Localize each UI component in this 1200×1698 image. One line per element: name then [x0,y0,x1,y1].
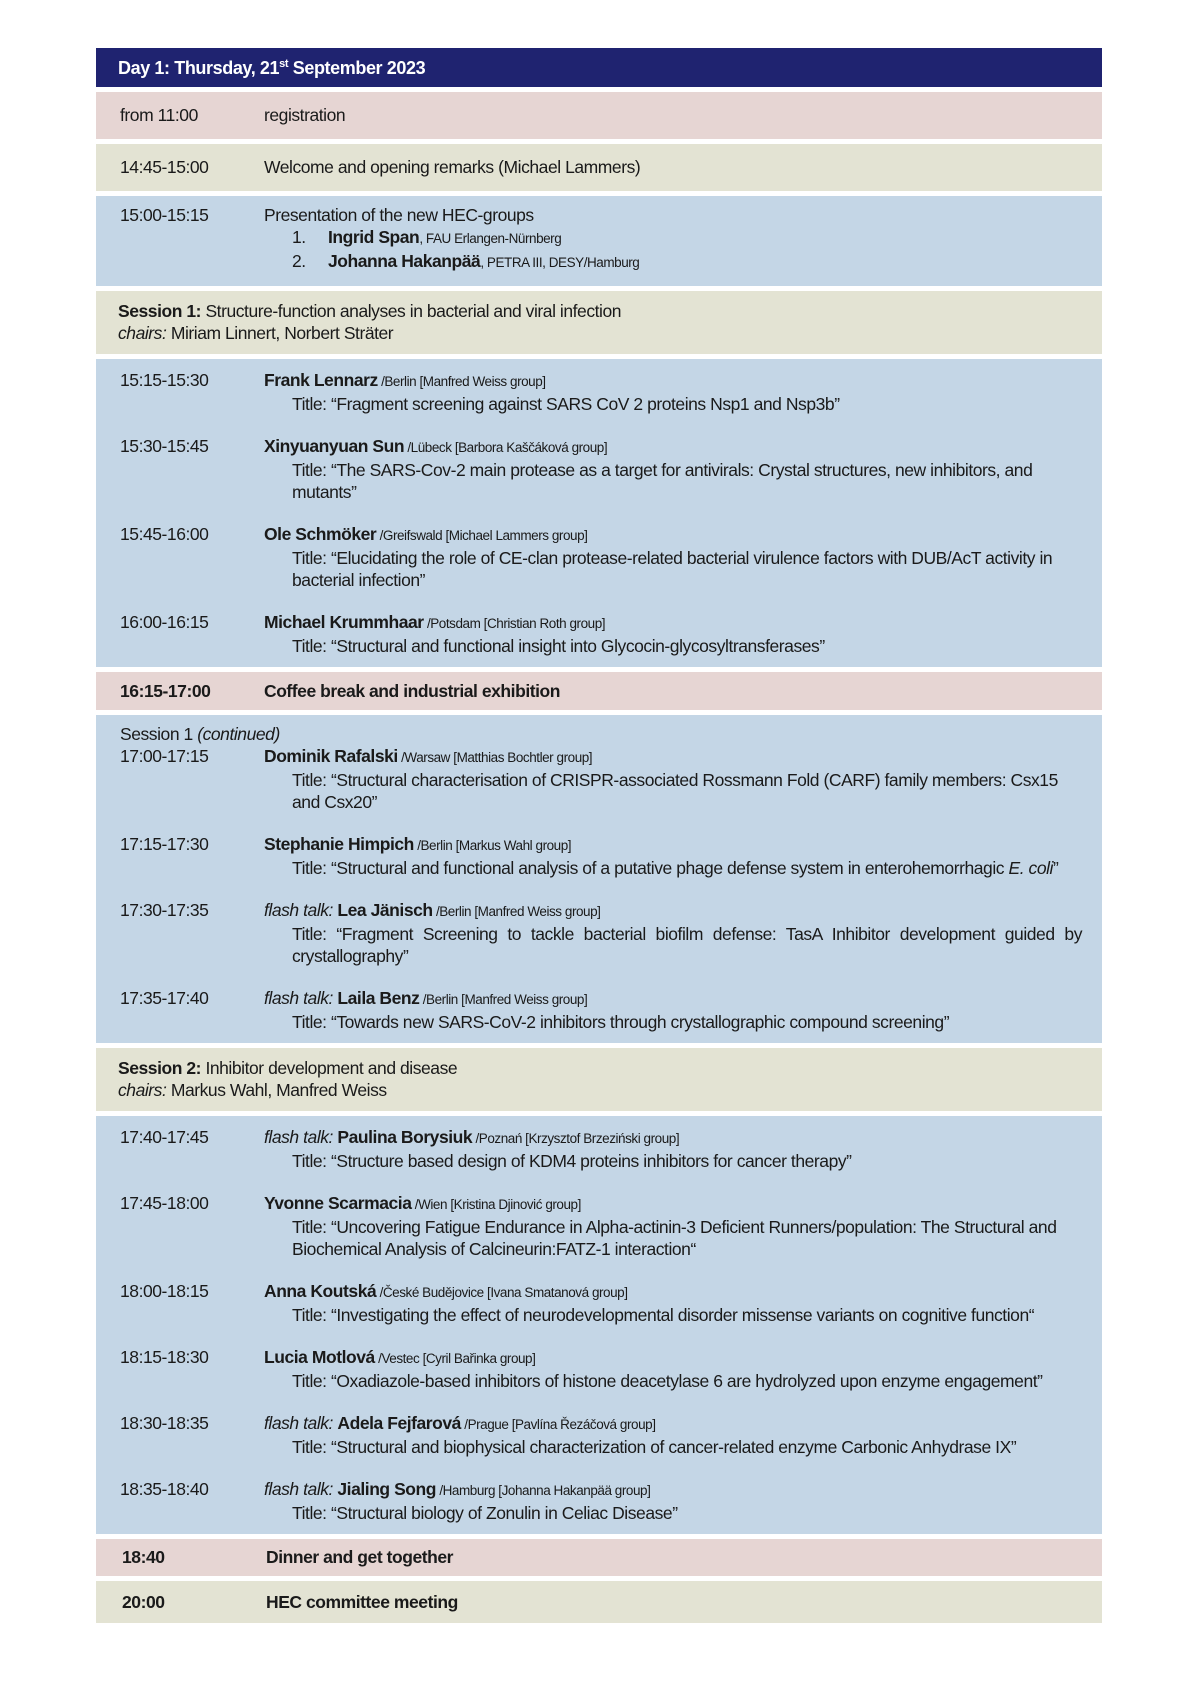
talk-time: 16:00-16:15 [120,612,209,632]
session-1-header [96,291,1102,354]
flash-talk-label: flash talk: [264,1413,338,1433]
talk-speaker: Adela Fejfarová [337,1413,461,1433]
hec-item: 2. Johanna Hakanpää, PETRA III, DESY/Hamburg [292,251,640,271]
talk-speaker: Ole Schmöker [264,524,377,544]
session-2-chairs-label: chairs: [118,1080,167,1100]
talk-title: Title: “Investigating the effect of neurodevelopmental disorder missense variants on cognitive function“ [292,1305,1035,1325]
talk-affiliation: /Berlin [Markus Wahl group] [413,838,572,853]
talk-affiliation: /Warsaw [Matthias Bochtler group] [397,750,593,765]
hec-item: 1. Ingrid Span, FAU Erlangen-Nürnberg [292,227,562,247]
talk [120,1126,1082,1172]
talk-title: Title: “Structural characterisation of CRISPR-associated Rossmann Fold (CARF) family members: Csx15 and Csx20” [292,770,1058,812]
talk-affiliation: /Vestec [Cyril Bařinka group] [374,1351,536,1366]
talk [120,435,1082,503]
talk [120,1412,1082,1458]
talk-time: 15:45-16:00 [120,524,209,544]
talk-time: 18:30-18:35 [120,1413,209,1433]
day-header-date: Day 1: Thursday, 21 [118,58,280,78]
talk-affiliation: /Wien [Kristina Djinović group] [411,1197,581,1212]
talk-time: 15:15-15:30 [120,370,209,390]
talk-affiliation: /Potsdam [Christian Roth group] [423,616,606,631]
committee-text: HEC committee meeting [266,1591,458,1612]
talk-time: 17:45-18:00 [120,1193,209,1213]
talk-time: 17:00-17:15 [120,746,209,766]
dinner-time: 18:40 [122,1547,165,1567]
coffee-time: 16:15-17:00 [120,680,211,701]
talk-title: Title: “Structure based design of KDM4 proteins inhibitors for cancer therapy” [292,1151,852,1171]
session-1-chairs-label: chairs: [118,323,167,343]
talk-time: 15:30-15:45 [120,436,209,456]
talk [120,833,1082,879]
flash-talk-label: flash talk: [264,988,338,1008]
talk-speaker: Lea Jänisch [337,900,433,920]
talk-speaker: Anna Koutská [264,1281,377,1301]
welcome-row [96,144,1102,191]
talk-speaker: Paulina Borysiuk [337,1127,473,1147]
talk-title: Title: “Structural biology of Zonulin in Celiac Disease” [292,1503,678,1523]
session-1-continued [96,715,1102,1043]
hec-groups-row [96,196,1102,286]
talk-speaker: Dominik Rafalski [264,746,398,766]
session-1-talks [96,359,1102,667]
session-1-chairs: Miriam Linnert, Norbert Sträter [166,323,394,343]
talk-affiliation: /Hamburg [Johanna Hakanpää group] [436,1483,651,1498]
talk-speaker: Yvonne Scarmacia [264,1193,412,1213]
welcome-time: 14:45-15:00 [120,157,209,177]
talk [120,987,1082,1033]
welcome-text: Welcome and opening remarks (Michael Lammers) [264,157,641,177]
talk-title: Title: “Elucidating the role of CE-clan protease-related bacterial virulence factors with DUB/AcT activity in bacterial infection” [292,548,1053,590]
talk-affiliation: /Berlin [Manfred Weiss group] [432,904,601,919]
talk [120,1478,1082,1524]
day-header [96,48,1102,87]
day-header-sup: st [279,58,289,70]
talk-affiliation: /Prague [Pavlína Řezáčová group] [460,1417,656,1432]
talk-speaker: Lucia Motlová [264,1347,375,1367]
talk-time: 17:40-17:45 [120,1127,209,1147]
session-2-topic: Inhibitor development and disease [201,1058,458,1078]
talk [120,611,1082,657]
talk-title: Title: “Uncovering Fatigue Endurance in Alpha-actinin-3 Deficient Runners/population: The Structural and Biochemical Analysis of Calcineurin:FATZ-1 interaction“ [292,1217,1057,1259]
talk [120,1346,1082,1392]
talk-time: 18:35-18:40 [120,1479,209,1499]
session-2-label: Session 2: [118,1058,202,1078]
talk-speaker: Stephanie Himpich [264,834,414,854]
talk-time: 17:35-17:40 [120,988,209,1008]
hec-item-aff: , PETRA III, DESY/Hamburg [480,255,640,270]
talk-affiliation: /České Budějovice [Ivana Smatanová group] [376,1285,628,1300]
talk-time: 18:00-18:15 [120,1281,209,1301]
dinner-row [96,1539,1102,1576]
talk [120,745,1082,813]
talk-affiliation: /Greifswald [Michael Lammers group] [376,528,588,543]
registration-time: from 11:00 [120,105,198,125]
session-2-chairs: Markus Wahl, Manfred Weiss [166,1080,387,1100]
talk-speaker: Jialing Song [337,1479,437,1499]
talk-time: 17:30-17:35 [120,900,209,920]
talk-affiliation: /Berlin [Manfred Weiss group] [377,374,546,389]
day-header-month: September 2023 [288,58,426,78]
talk-speaker: Frank Lennarz [264,370,378,390]
talk-title: Title: “Structural and functional analysis of a putative phage defense system in enterohemorrhagic E. coli” [292,858,1059,878]
talk [120,899,1082,967]
talk-time: 17:15-17:30 [120,834,209,854]
talk-speaker: Xinyuanyuan Sun [264,436,405,456]
session-2-talks [96,1116,1102,1534]
talk [120,1192,1082,1260]
talk-affiliation: /Poznań [Krzysztof Brzeziński group] [472,1131,680,1146]
talk [120,1280,1082,1326]
schedule [96,48,1102,1623]
session-1-continued-label: Session 1 (continued) [120,724,280,744]
coffee-break-row [96,672,1102,710]
session-2-header [96,1048,1102,1111]
hec-item-name: Johanna Hakanpää [328,251,481,271]
talk-speaker: Laila Benz [337,988,420,1008]
hec-item-name: Ingrid Span [328,227,420,247]
hec-time: 15:00-15:15 [120,205,209,225]
talk-speaker: Michael Krummhaar [264,612,424,632]
talk-title: Title: “The SARS-Cov-2 main protease as a target for antivirals: Crystal structures, new inhibitors, and mutants” [292,460,1033,502]
session-1-topic: Structure-function analyses in bacterial and viral infection [201,301,622,321]
talk-title: Title: “Structural and functional insight into Glycocin-glycosyltransferases” [292,636,825,656]
talk-title: Title: “Fragment Screening to tackle bacterial biofilm defense: TasA Inhibitor development guided by crystallography” [292,924,1082,966]
committee-time: 20:00 [122,1591,165,1612]
flash-talk-label: flash talk: [264,1127,338,1147]
flash-talk-label: flash talk: [264,900,338,920]
talk-title: Title: “Fragment screening against SARS CoV 2 proteins Nsp1 and Nsp3b” [292,394,840,414]
registration-row [96,92,1102,139]
dinner-text: Dinner and get together [266,1547,454,1567]
talk-time: 18:15-18:30 [120,1347,209,1367]
talk-affiliation: /Berlin [Manfred Weiss group] [419,992,588,1007]
talk [120,369,1082,415]
talk [120,523,1082,591]
talk-title: Title: “Oxadiazole-based inhibitors of histone deacetylase 6 are hydrolyzed upon enzyme engagement” [292,1371,1043,1391]
committee-row [96,1581,1102,1623]
talk-title: Title: “Towards new SARS-CoV-2 inhibitors through crystallographic compound screening” [292,1012,950,1032]
talk-affiliation: /Lübeck [Barbora Kaščáková group] [404,440,608,455]
hec-item-aff: , FAU Erlangen-Nürnberg [419,231,562,246]
registration-text: registration [264,105,346,125]
flash-talk-label: flash talk: [264,1479,338,1499]
coffee-text: Coffee break and industrial exhibition [264,680,561,701]
talk-title: Title: “Structural and biophysical characterization of cancer-related enzyme Carbonic Anhydrase IX” [292,1437,1017,1457]
hec-text: Presentation of the new HEC-groups [264,205,534,225]
session-1-label: Session 1: [118,301,202,321]
